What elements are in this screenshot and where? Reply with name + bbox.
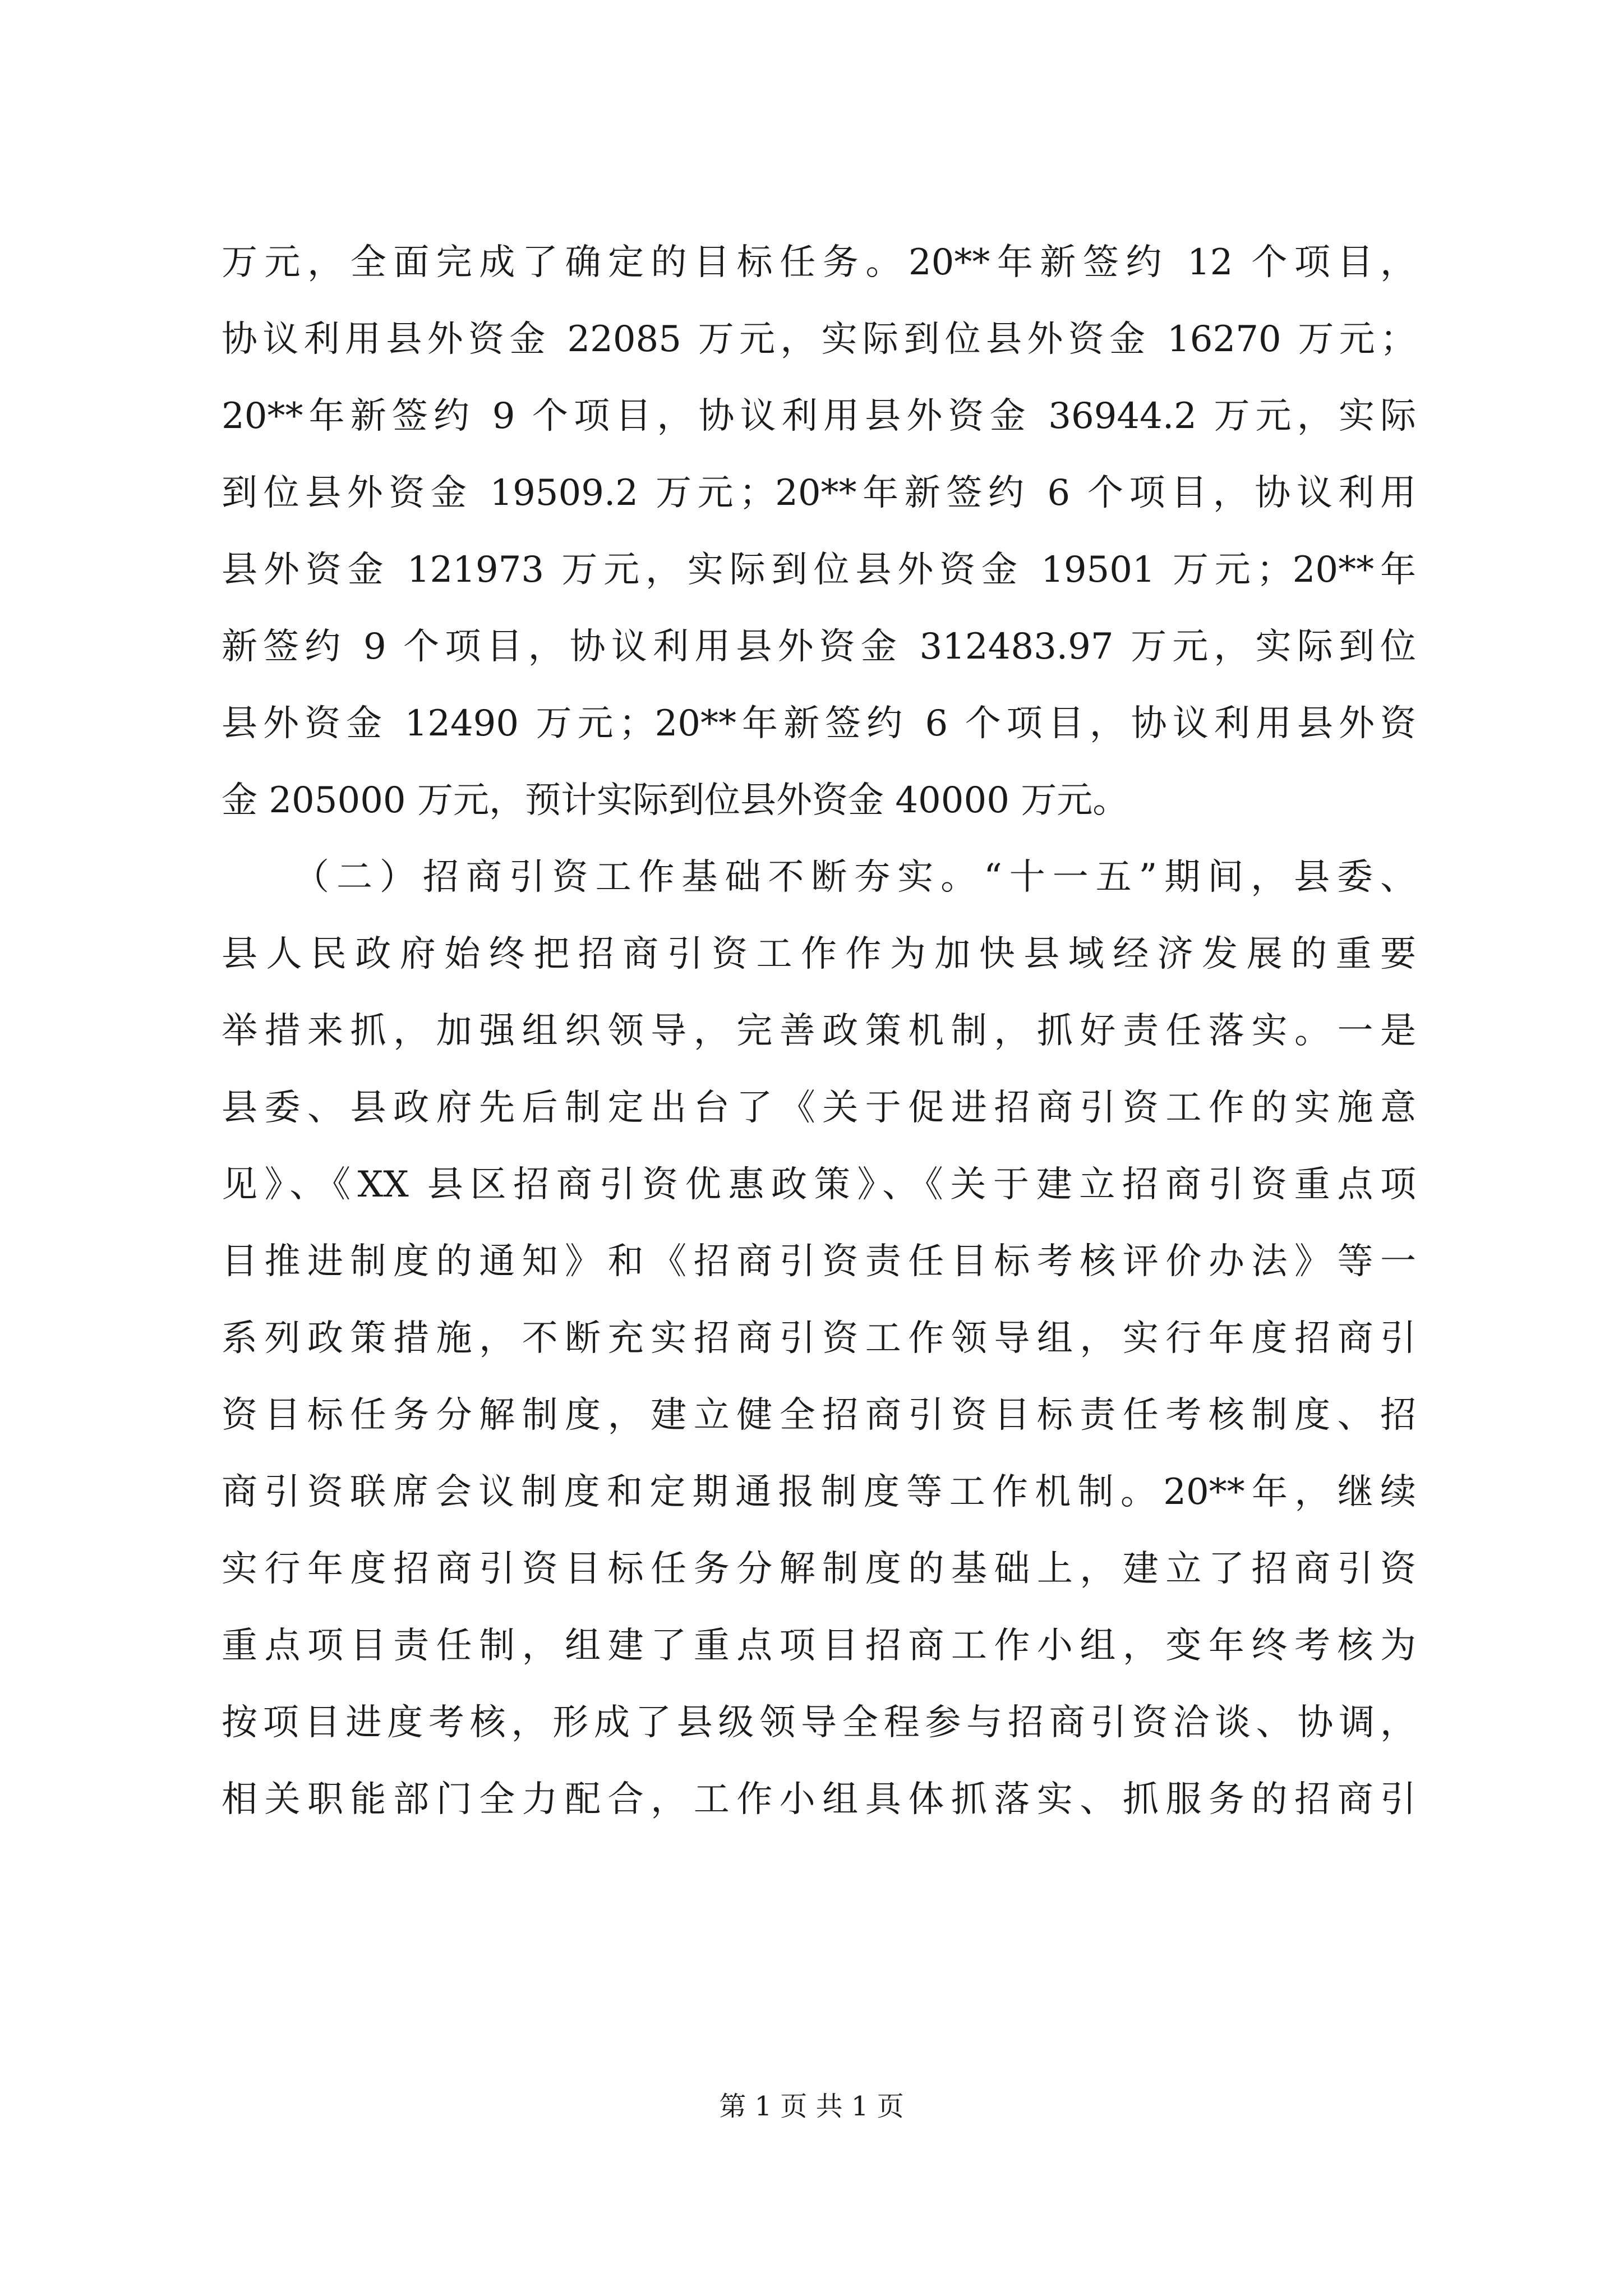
paragraph-line: 20**年新签约 9 个项目，协议利用县外资金 36944.2 万元，实际 [222,395,1416,437]
paragraph-line: 县外资金 12490 万元；20**年新签约 6 个项目，协议利用县外资 [222,703,1416,744]
paragraph-line: 资目标任务分解制度，建立健全招商引资目标责任考核制度、招 [222,1395,1416,1436]
paragraph-line: 协议利用县外资金 22085 万元，实际到位县外资金 16270 万元； [222,319,1416,360]
paragraph-line: 万元，全面完成了确定的目标任务。20**年新签约 12 个项目， [222,242,1416,283]
paragraph-line: 实行年度招商引资目标任务分解制度的基础上，建立了招商引资 [222,1548,1416,1590]
page-footer: 第 1 页 共 1 页 [719,2091,904,2122]
paragraph-line: 新签约 9 个项目，协议利用县外资金 312483.97 万元，实际到位 [222,626,1416,668]
document-body [222,224,1416,1838]
paragraph-line: 金 205000 万元，预计实际到位县外资金 40000 万元。 [222,780,1129,821]
paragraph-line: 县委、县政府先后制定出台了《关于促进招商引资工作的实施意 [222,1087,1416,1129]
paragraph-line: 商引资联席会议制度和定期通报制度等工作机制。20**年，继续 [222,1471,1416,1513]
paragraph-line: 县人民政府始终把招商引资工作作为加快县域经济发展的重要 [222,933,1416,975]
paragraph-line: 系列政策措施，不断充实招商引资工作领导组，实行年度招商引 [222,1318,1416,1359]
paragraph-line: 见》、《XX 县区招商引资优惠政策》、《关于建立招商引资重点项 [222,1164,1416,1205]
paragraph-line: （二）招商引资工作基础不断夯实。“十一五”期间，县委、 [293,857,1416,898]
paragraph-line: 目推进制度的通知》和《招商引资责任目标考核评价办法》等一 [222,1241,1416,1282]
paragraph-line: 举措来抓，加强组织领导，完善政策机制，抓好责任落实。一是 [222,1010,1416,1052]
paragraph-line: 重点项目责任制，组建了重点项目招商工作小组，变年终考核为 [222,1625,1416,1667]
paragraph-line: 相关职能部门全力配合，工作小组具体抓落实、抓服务的招商引 [222,1779,1416,1820]
paragraph-line: 到位县外资金 19509.2 万元；20**年新签约 6 个项目，协议利用 [222,472,1416,514]
paragraph-line: 县外资金 121973 万元，实际到位县外资金 19501 万元；20**年 [222,549,1416,591]
paragraph-line: 按项目进度考核，形成了县级领导全程参与招商引资洽谈、协调， [222,1702,1416,1743]
